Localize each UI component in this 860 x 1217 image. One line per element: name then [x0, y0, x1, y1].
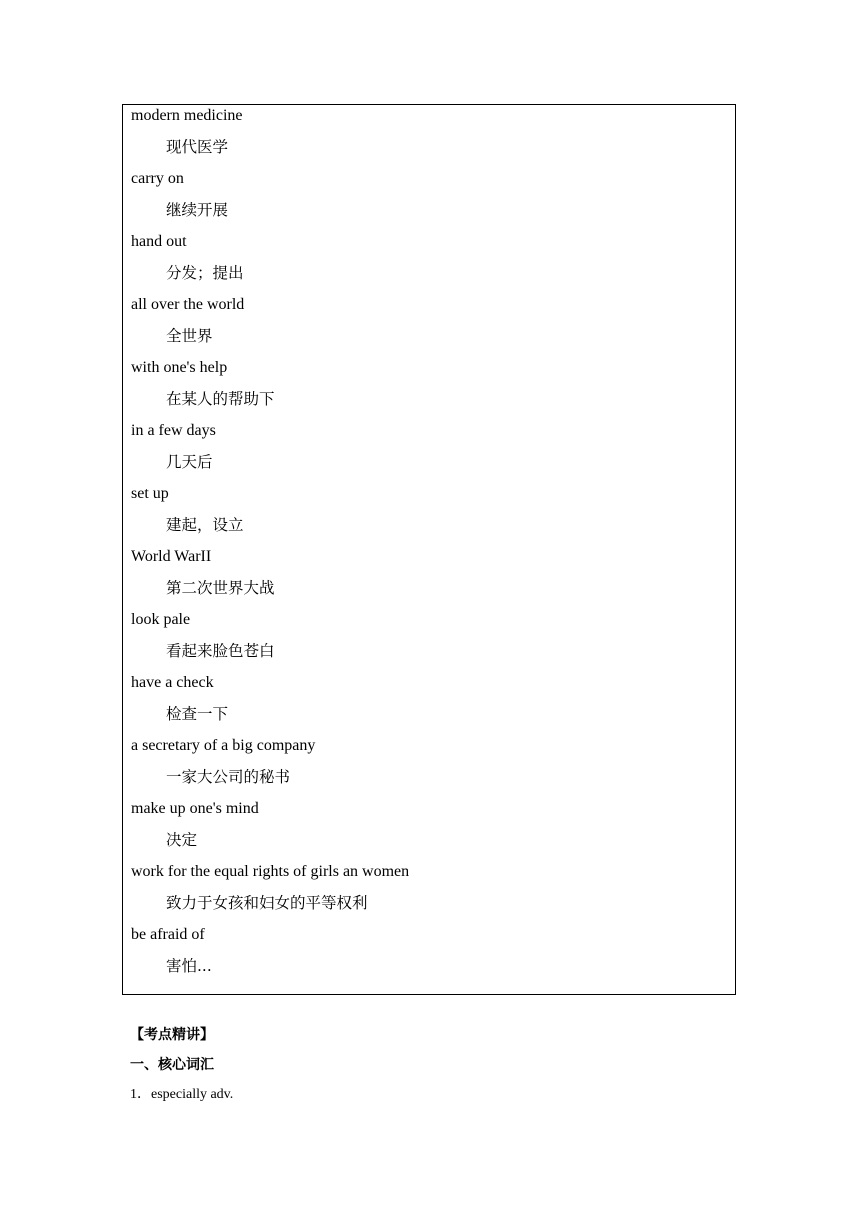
section-subtitle: 一、核心词汇	[130, 1057, 214, 1073]
phrase-english: modern medicine	[131, 107, 243, 124]
phrase-entry	[123, 672, 735, 725]
phrase-english: have a check	[131, 674, 214, 691]
phrase-chinese: 决定	[166, 831, 198, 849]
phrase-chinese: 全世界	[166, 327, 213, 345]
phrase-english: look pale	[131, 611, 191, 628]
phrase-english: work for the equal rights of girls an women	[131, 863, 410, 880]
phrase-english: a secretary of a big company	[131, 737, 316, 754]
phrase-chinese: 分发；提出	[166, 264, 244, 282]
phrase-entry	[123, 546, 735, 599]
phrase-chinese: 一家大公司的秘书	[166, 768, 291, 786]
phrase-english: in a few days	[131, 422, 216, 439]
section-title: 【考点精讲】	[130, 1027, 214, 1043]
phrase-chinese: 检查一下	[166, 705, 229, 723]
phrase-english: hand out	[131, 233, 187, 250]
phrase-chinese: 在某人的帮助下	[166, 390, 275, 408]
phrase-entry	[123, 294, 735, 347]
phrase-entry	[123, 420, 735, 473]
phrase-entry	[123, 483, 735, 536]
phrase-entry	[123, 924, 735, 977]
phrase-entry	[123, 105, 735, 158]
phrase-english: set up	[131, 485, 169, 502]
phrase-english: be afraid of	[131, 926, 205, 943]
phrase-entry	[123, 798, 735, 851]
phrase-english: World WarII	[131, 548, 212, 565]
phrase-chinese: 建起，设立	[166, 516, 244, 534]
phrase-entry	[123, 231, 735, 284]
vocab-item: 1．especially adv.	[130, 1087, 234, 1102]
phrase-english: all over the world	[131, 296, 245, 313]
phrase-entry	[123, 609, 735, 662]
phrase-entry	[123, 357, 735, 410]
phrase-entry	[123, 735, 735, 788]
phrase-chinese: 看起来脸色苍白	[166, 642, 275, 660]
phrase-chinese: 害怕...	[166, 957, 212, 975]
phrase-chinese: 几天后	[166, 453, 213, 471]
phrase-chinese: 继续开展	[166, 201, 229, 219]
phrase-entry	[123, 861, 735, 914]
phrase-chinese: 第二次世界大战	[166, 579, 275, 597]
phrase-chinese: 现代医学	[166, 138, 229, 156]
phrase-chinese: 致力于女孩和妇女的平等权利	[166, 894, 368, 912]
phrase-english: make up one's mind	[131, 800, 259, 817]
phrase-english: carry on	[131, 170, 184, 187]
phrase-english: with one's help	[131, 359, 228, 376]
phrase-table	[122, 104, 736, 995]
phrase-entry	[123, 168, 735, 221]
